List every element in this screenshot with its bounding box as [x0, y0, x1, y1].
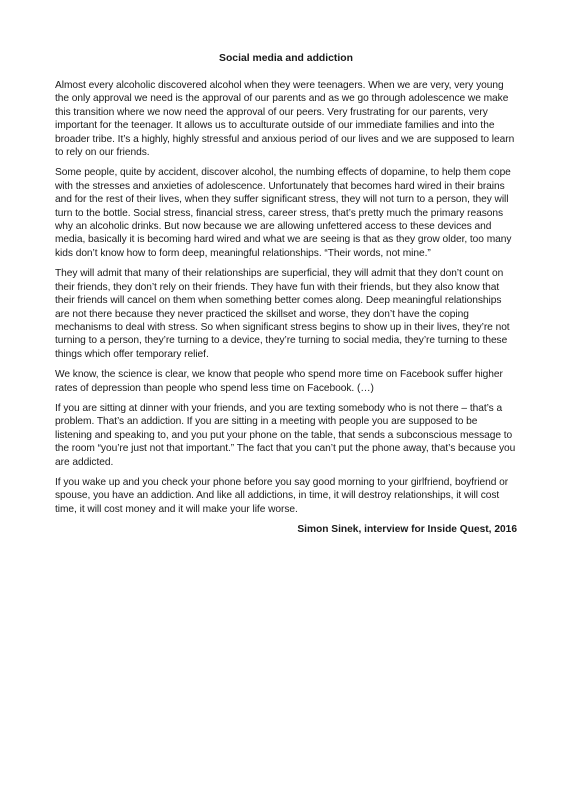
- signature: Simon Sinek, interview for Inside Quest, 2016: [297, 524, 517, 536]
- paragraph-3: They will admit that many of their relationships are superficial, they will admit that they don’t count on their friends, they don’t rely on their friends. They have fun with their friends, but they also know that their friends will cancel on them when something better comes along. Deep meaningful relationships are not there because they never practiced the skillset and worse, they don’t have the coping mechanisms to deal with stress. So when significant stress begins to show up in their lives, they’re not turning to a person, they’re turning to a device, they’re turning to social media, they’re turning to these things which offer temporary relief.: [55, 268, 510, 360]
- paragraph-2: Some people, quite by accident, discover alcohol, the numbing effects of dopamine, to help them cope with the stresses and anxieties of adolescence. Unfortunately that becomes hard wired in their brains and for the rest of their lives, when they suffer significant stress, they will not turn to a person, they will turn to the bottle. Social stress, financial stress, career stress, that’s pretty much the primary reasons why an alcoholic drinks. But now because we are allowing unfettered access to these devices and media, basically it is becoming hard wired and what we are seeing is that as they grow older, too many kids don’t know how to form deep, meaningful relationships. “Their words, not mine.”: [55, 167, 512, 259]
- paragraph-5: If you are sitting at dinner with your friends, and you are texting somebody who is not there – that’s a problem. That’s an addiction. If you are sitting in a meeting with people you are supposed to be listening and speaking to, and you put your phone on the table, that sends a subconscious message to the room “you’re just not that important.” The fact that you can’t put the phone away, that’s because you are addicted.: [55, 402, 516, 468]
- document-title: Social media and addiction: [219, 53, 353, 64]
- paragraph-6: If you wake up and you check your phone before you say good morning to your girlfriend, boyfriend or spouse, you have an addiction. And like all addictions, in time, it will destroy relationships, it will cost time, it will cost money and it will make your life worse.: [55, 476, 509, 515]
- document-page: [55, 52, 517, 537]
- paragraph-4: We know, the science is clear, we know that people who spend more time on Facebook suffer higher rates of depression than people who spend less time on Facebook. (…): [55, 369, 503, 394]
- paragraph-1: Almost every alcoholic discovered alcohol when they were teenagers. When we are very, very young the only approval we need is the approval of our parents and as we go through adolescence we make this transition where we now need the approval of our peers. Very frustrating for our parents, very important for the teenager. It allows us to acculturate outside of our immediate families and into the broader tribe. It’s a highly, highly stressful and anxious period of our lives and we are supposed to learn to rely on our friends.: [55, 80, 515, 159]
